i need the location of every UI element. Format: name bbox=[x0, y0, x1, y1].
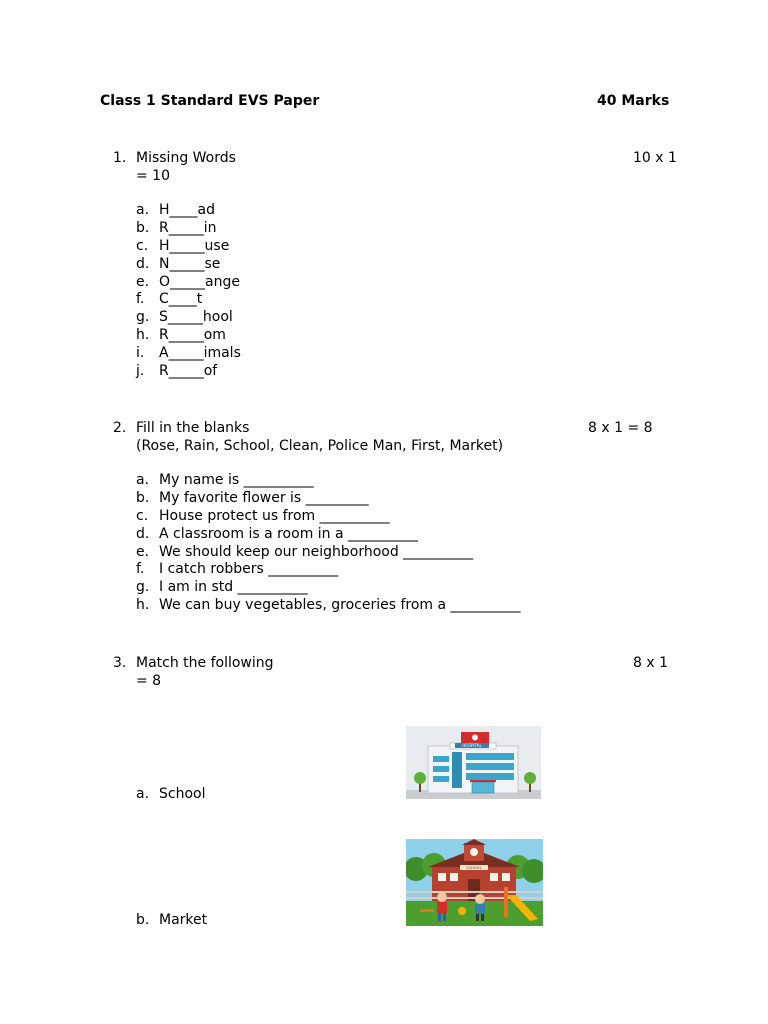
q1-number: 1. bbox=[113, 150, 127, 166]
q1-marks: 10 x 1 bbox=[633, 150, 677, 166]
q1-title: Missing Words bbox=[136, 150, 236, 166]
hospital-illustration bbox=[406, 726, 541, 799]
q3-number: 3. bbox=[113, 655, 127, 671]
q2-marks: 8 x 1 = 8 bbox=[588, 420, 653, 436]
q2-title: Fill in the blanks bbox=[136, 420, 250, 436]
q3-marks-total: = 8 bbox=[136, 673, 162, 689]
school-sign-text: SCHOOL bbox=[466, 866, 482, 870]
q2-number: 2. bbox=[113, 420, 127, 436]
school-image bbox=[406, 839, 543, 926]
hospital-image bbox=[406, 726, 541, 799]
school-illustration bbox=[406, 839, 543, 926]
q3-marks: 8 x 1 bbox=[633, 655, 668, 671]
q3-item-a-text: School bbox=[159, 786, 206, 802]
q3-item-a-letter: a. bbox=[136, 786, 150, 802]
q1-marks-total: = 10 bbox=[136, 168, 170, 184]
q3-title: Match the following bbox=[136, 655, 274, 671]
q3-item-b-letter: b. bbox=[136, 912, 150, 928]
hospital-sign-text: HOSPITAL bbox=[462, 743, 482, 748]
total-marks: 40 Marks bbox=[597, 93, 670, 109]
q3-item-b-text: Market bbox=[159, 912, 208, 928]
q2-word-options: (Rose, Rain, School, Clean, Police Man, First, Market) bbox=[136, 438, 504, 454]
paper-title: Class 1 Standard EVS Paper bbox=[100, 93, 320, 109]
